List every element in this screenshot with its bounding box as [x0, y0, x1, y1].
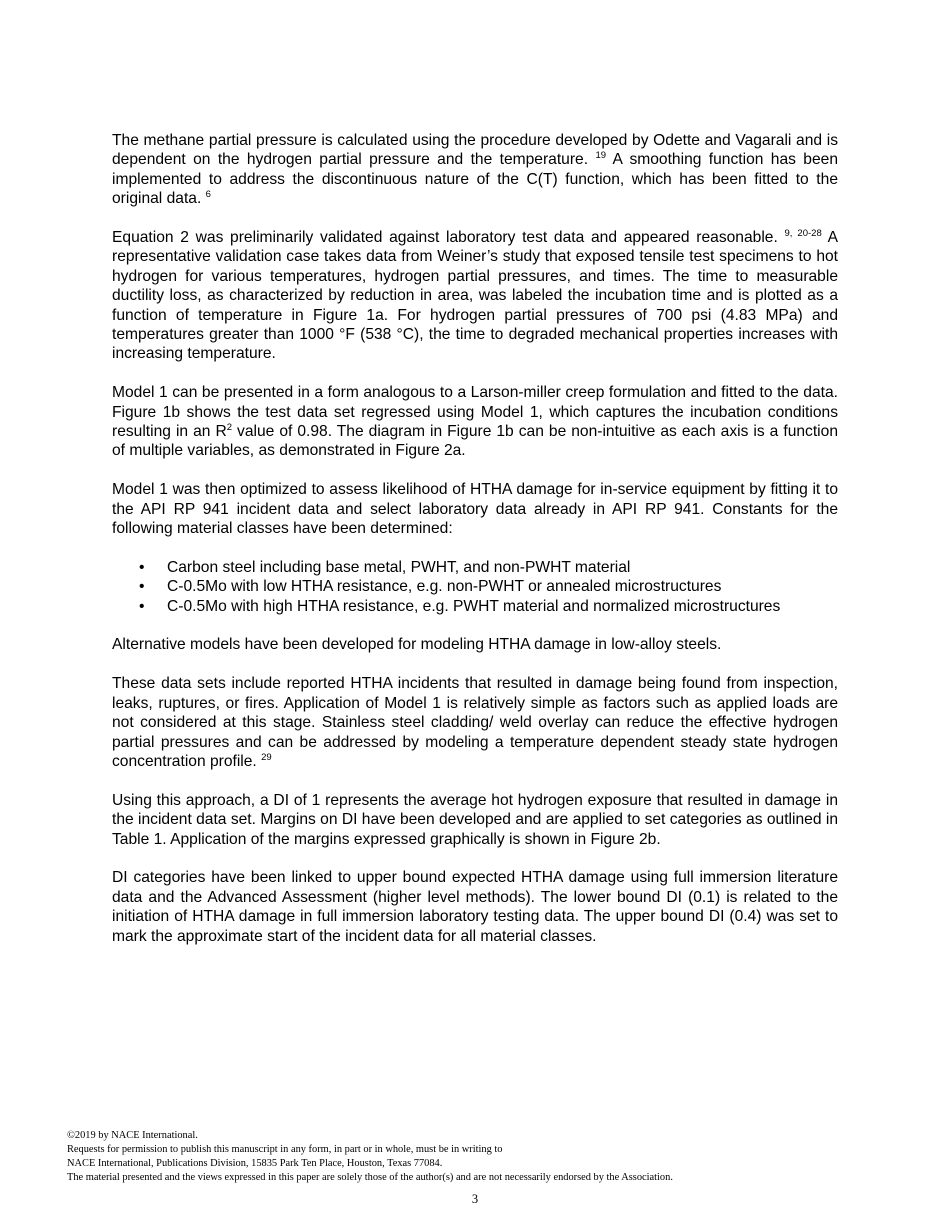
- citation-ref: 9, 20-28: [784, 228, 822, 240]
- list-item-text: C-0.5Mo with low HTHA resistance, e.g. non-PWHT or annealed microstructures: [167, 578, 722, 596]
- paragraph-equation-validation: [112, 228, 838, 364]
- paragraph-di-categories: DI categories have been linked to upper bound expected HTHA damage using full immersion literature data and the Advanced Assessment (higher level methods). The lower bound DI (0.1) is related to the initiation of HTHA damage in full immersion laboratory testing data. The upper bound DI (0.4) was set to mark the approximate start of the incident data for all material classes.: [112, 869, 838, 945]
- body-text: [112, 131, 838, 965]
- paragraph-di-margins: Using this approach, a DI of 1 represents the average hot hydrogen exposure that resulted in damage in the incident data set. Margins on DI have been developed and are applied to set categories as outlined in Table 1. Application of the margins expressed graphically is shown in Figure 2b.: [112, 791, 838, 848]
- citation-ref: 29: [261, 751, 272, 763]
- paragraph-text: A smoothing function has been implemented to address the discontinuous nature of the C(T) function, which has been fitted to the original data.: [112, 151, 838, 208]
- paragraph-text: The methane partial pressure is calculated using the procedure developed by Odette and Vagarali and is dependent on the hydrogen partial pressure and the temperature.: [112, 132, 838, 169]
- paragraph-model-1-optimization: Model 1 was then optimized to assess likelihood of HTHA damage for in-service equipment by fitting it to the API RP 941 incident data and select laboratory data already in API RP 941. Constants for the following material classes have been determined:: [112, 481, 838, 538]
- paragraph-alternative-models: Alternative models have been developed for modeling HTHA damage in low-alloy steels.: [112, 636, 722, 654]
- paragraph-incident-data-sets: [112, 674, 838, 771]
- paragraph-text: These data sets include reported HTHA incidents that resulted in damage being found from inspection, leaks, ruptures, or fires. Application of Model 1 is relatively simple as factors such as applied loads are not considered at this stage. Stainless steel cladding/ weld overlay can reduce the effective hydrogen partial pressures and can be addressed by modeling a temperature dependent steady state hydrogen concentration profile.: [112, 675, 838, 770]
- page-footer: [67, 1129, 887, 1185]
- paragraph-model-1-larson-miller: [112, 383, 838, 461]
- list-item-text: C-0.5Mo with high HTHA resistance, e.g. PWHT material and normalized microstructures: [167, 597, 781, 615]
- bullet-icon: •: [139, 578, 145, 596]
- citation-ref: 6: [205, 189, 211, 201]
- footer-address: NACE International, Publications Division, 15835 Park Ten Place, Houston, Texas 77084.: [67, 1158, 443, 1169]
- footer-disclaimer: The material presented and the views expressed in this paper are solely those of the author(s) and are not necessarily endorsed by the Association.: [67, 1172, 673, 1183]
- paragraph-text: Equation 2 was preliminarily validated against laboratory test data and appeared reasonable.: [112, 229, 778, 247]
- footer-permission: Requests for permission to publish this manuscript in any form, in part or in whole, must be in writing to: [67, 1144, 503, 1155]
- list-item: [112, 577, 838, 596]
- paragraph-text: value of 0.98. The diagram in Figure 1b can be non-intuitive as each axis is a function of multiple variables, as demonstrated in Figure 2a.: [112, 423, 838, 460]
- material-class-list: [112, 558, 838, 616]
- paragraph-text: A representative validation case takes data from Weiner’s study that exposed tensile test specimens to hot hydrogen for various temperatures, hydrogen partial pressures, and times. The time to measurable ductility loss, as characterized by reduction in area, was labeled the incubation time and is plotted as a function of temperature in Figure 1a. For hydrogen partial pressures of 700 psi (4.83 MPa) and temperatures greater than 1000 °F (538 °C), the time to degraded mechanical properties increases with increasing temperature.: [112, 229, 838, 363]
- list-item: [112, 597, 838, 616]
- paragraph-text: Model 1 can be presented in a form analogous to a Larson-miller creep formulation and fitted to the data. Figure 1b shows the test data set regressed using Model 1, which captures the incubation conditions resulting in an R: [112, 384, 838, 441]
- paragraph-methane-pressure: [112, 131, 838, 209]
- bullet-icon: •: [139, 597, 145, 615]
- list-item-text: Carbon steel including base metal, PWHT, and non-PWHT material: [167, 558, 631, 576]
- bullet-icon: •: [139, 558, 145, 576]
- footer-copyright: ©2019 by NACE International.: [67, 1130, 198, 1141]
- page-number: 3: [471, 1192, 479, 1206]
- superscript-2: 2: [226, 422, 233, 434]
- list-item: [112, 558, 838, 577]
- citation-ref: 19: [595, 150, 607, 162]
